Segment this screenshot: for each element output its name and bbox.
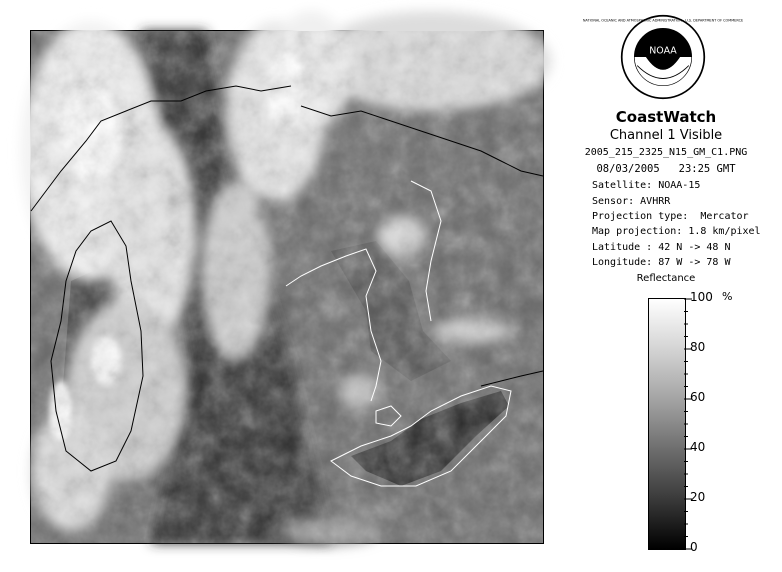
colorbar-ticks [684, 298, 692, 550]
satellite-label: Satellite: NOAA-15 [592, 180, 701, 191]
colorbar-tick-label: 40 [690, 440, 706, 454]
legend-unit: % [722, 290, 733, 303]
map-projection-label: Map projection: 1.8 km/pixel [592, 226, 761, 237]
colorbar-tick-label: 100 [690, 290, 713, 304]
svg-text:NOAA: NOAA [649, 45, 677, 57]
latitude-label: Latitude : 42 N -> 48 N [592, 242, 731, 253]
reflectance-colorbar [648, 298, 686, 550]
channel-label: Channel 1 Visible [609, 128, 723, 143]
colorbar-tick-label: 80 [690, 340, 706, 354]
brand-title: CoastWatch [615, 108, 717, 126]
projection-type-label: Projection type: Mercator [592, 211, 749, 222]
datetime-label: 08/03/2005 23:25 GMT [596, 163, 736, 175]
filename-label: 2005_215_2325_N15_GM_C1.PNG [584, 147, 748, 158]
longitude-label: Longitude: 87 W -> 78 W [592, 257, 731, 268]
satellite-image [30, 30, 544, 544]
colorbar-tick-label: 60 [690, 390, 706, 404]
image-texture [31, 31, 543, 543]
colorbar-tick-label: 0 [690, 540, 698, 554]
legend-title: Reflectance [636, 273, 696, 284]
colorbar-tick-label: 20 [690, 490, 706, 504]
svg-text:NATIONAL OCEANIC AND ATMOSPHER: NATIONAL OCEANIC AND ATMOSPHERIC ADMINISTRATION · U.S. DEPARTMENT OF COMMERCE [582, 18, 744, 23]
visible-channel-map [31, 31, 543, 543]
sensor-label: Sensor: AVHRR [592, 196, 671, 207]
noaa-logo [582, 14, 744, 100]
info-panel [556, 0, 782, 572]
